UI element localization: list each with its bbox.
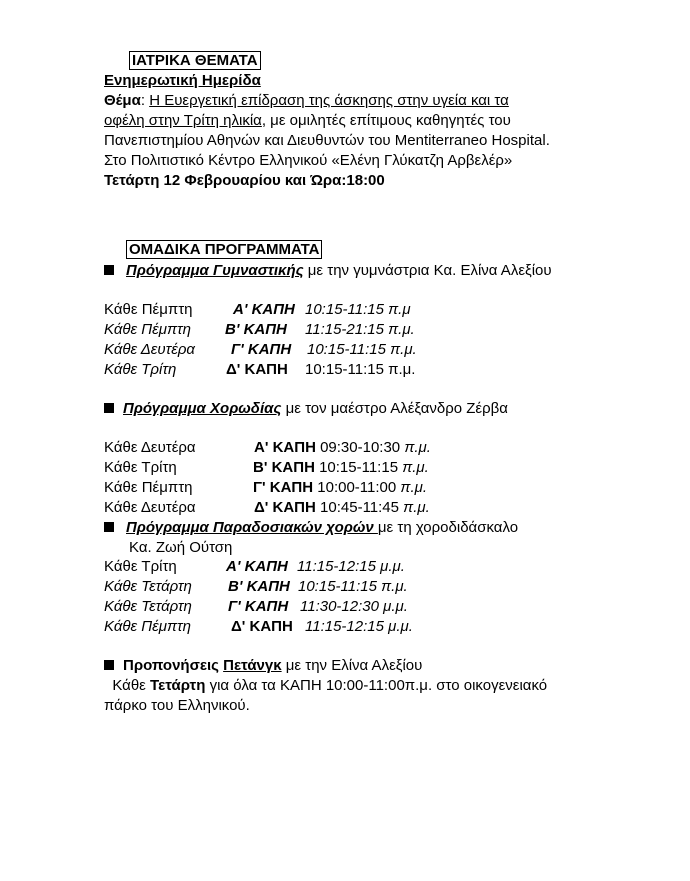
gym-row-2-time: 10:15-11:15 π.μ.	[307, 341, 417, 358]
petanque-schedule-prefix: Κάθε	[104, 677, 151, 694]
petanque-schedule-day: Τετάρτη	[150, 677, 206, 694]
topic-line-2-rest: , με ομιλητές επίτιμους καθηγητές του	[261, 112, 511, 129]
topic-colon: :	[140, 92, 146, 109]
choir-program-instructor: με τον μαέστρο Αλέξανδρο Ζέρβα	[281, 400, 508, 417]
choir-row-0-suffix: π.μ.	[404, 439, 431, 456]
gym-row-3-day: Κάθε Τρίτη	[104, 361, 177, 378]
dance-row-3-time: 11:15-12:15 μ.μ.	[305, 618, 413, 635]
dance-program-line	[104, 518, 518, 538]
dance-row-1-group: Β' ΚΑΠΗ	[228, 578, 290, 595]
gym-row-0-group: Α' ΚΑΠΗ	[233, 301, 295, 318]
choir-row-3-suffix: π.μ.	[403, 499, 430, 516]
topic-line-3: Πανεπιστημίου Αθηνών και Διευθυντών του Μentiterraneo Hospital.	[104, 132, 550, 149]
bullet-square-icon	[104, 403, 114, 413]
gym-program-line	[104, 261, 552, 281]
dance-row-3-day: Κάθε Πέμπτη	[104, 618, 191, 635]
petanque-instructor: με την Ελίνα Αλεξίου	[281, 657, 423, 674]
event-datetime: Τετάρτη 12 Φεβρουαρίου και Ώρα:18:00	[104, 172, 385, 189]
bullet-square-icon	[104, 660, 114, 670]
choir-row-1-suffix: π.μ.	[402, 459, 429, 476]
choir-row-2-time: 10:00-11:00	[317, 479, 397, 496]
choir-row-3-day: Κάθε Δευτέρα	[104, 499, 196, 516]
dance-row-2-day: Κάθε Τετάρτη	[104, 598, 192, 615]
topic-label: Θέμα	[104, 92, 141, 109]
choir-row-1-entry	[253, 458, 429, 478]
choir-row-3-entry	[254, 498, 430, 518]
dance-program-title: Πρόγραμμα Παραδοσιακών χορών	[126, 519, 378, 536]
choir-row-2-group: Γ' ΚΑΠΗ	[253, 479, 314, 496]
gym-row-2-group: Γ' ΚΑΠΗ	[231, 341, 292, 358]
gym-row-2-day: Κάθε Δευτέρα	[104, 341, 195, 358]
choir-row-0-day: Κάθε Δευτέρα	[104, 439, 196, 456]
choir-row-2-day: Κάθε Πέμπτη	[104, 479, 193, 496]
choir-row-2-entry	[253, 478, 427, 498]
dance-row-0-group: Α' ΚΑΠΗ	[226, 558, 288, 575]
choir-row-3-time: 10:45-11:45	[320, 499, 399, 516]
petanque-line	[104, 656, 422, 676]
dance-row-1-time: 10:15-11:15 π.μ.	[298, 578, 408, 595]
medical-heading: ΙΑΤΡΙΚΑ ΘΕΜΑΤΑ	[129, 51, 261, 70]
gym-row-3-time: 10:15-11:15 π.μ.	[305, 361, 416, 378]
choir-row-0-entry	[254, 438, 431, 458]
choir-row-0-group: Α' ΚΑΠΗ	[254, 439, 316, 456]
dance-row-1-day: Κάθε Τετάρτη	[104, 578, 192, 595]
gym-row-1-group: Β' ΚΑΠΗ	[225, 321, 287, 338]
petanque-schedule-line	[104, 676, 547, 696]
choir-row-1-day: Κάθε Τρίτη	[104, 459, 177, 476]
bullet-square-icon	[104, 522, 114, 532]
topic-line-1	[104, 91, 509, 111]
choir-program-title: Πρόγραμμα Χορωδίας	[123, 400, 282, 417]
dance-program-instructor: με τη χοροδιδάσκαλο	[377, 519, 519, 536]
event-title: Ενημερωτική Ημερίδα	[104, 72, 261, 89]
choir-row-1-time: 10:15-11:15	[319, 459, 399, 476]
gym-row-3-group: Δ' ΚΑΠΗ	[226, 361, 288, 378]
topic-text-1: Η Ευεργετική επίδραση της άσκησης στην υγεία και τα	[149, 92, 509, 109]
dance-row-2-group: Γ' ΚΑΠΗ	[228, 598, 289, 615]
petanque-title-2: Πετάνγκ	[223, 657, 282, 674]
dance-row-0-day: Κάθε Τρίτη	[104, 558, 177, 575]
dance-instructor-name: Κα. Ζωή Ούτση	[129, 539, 233, 556]
gym-program-instructor: με την γυμνάστρια Κα. Ελίνα Αλεξίου	[303, 262, 552, 279]
gym-program-title: Πρόγραμμα Γυμναστικής	[126, 262, 304, 279]
medical-heading-wrap	[129, 51, 261, 71]
choir-row-2-suffix: π.μ.	[400, 479, 428, 496]
dance-row-3-group: Δ' ΚΑΠΗ	[231, 618, 293, 635]
group-heading-wrap	[126, 240, 322, 260]
choir-row-0-time: 09:30-10:30	[320, 439, 401, 456]
venue-line: Στο Πολιτιστικό Κέντρο Ελληνικού «Ελένη Γλύκατζη Αρβελέρ»	[104, 152, 513, 169]
choir-row-1-group: Β' ΚΑΠΗ	[253, 459, 315, 476]
gym-row-1-time: 11:15-21:15 π.μ.	[305, 321, 415, 338]
choir-row-3-group: Δ' ΚΑΠΗ	[254, 499, 316, 516]
group-heading: ΟΜΑΔΙΚΑ ΠΡΟΓΡΑΜΜΑΤΑ	[126, 240, 322, 259]
topic-line-2	[104, 111, 511, 131]
gym-row-0-day: Κάθε Πέμπτη	[104, 301, 193, 318]
dance-row-0-time: 11:15-12:15 μ.μ.	[297, 558, 405, 575]
choir-program-line	[104, 399, 508, 419]
petanque-schedule-rest: για όλα τα ΚΑΠΗ 10:00-11:00π.μ. στο οικογενειακό	[205, 677, 548, 694]
gym-row-0-time: 10:15-11:15 π.μ	[305, 301, 411, 318]
gym-row-1-day: Κάθε Πέμπτη	[104, 321, 191, 338]
petanque-location-line: πάρκο του Ελληνικού.	[104, 697, 250, 714]
bullet-square-icon	[104, 265, 114, 275]
petanque-title-1: Προπονήσεις	[123, 657, 224, 674]
topic-text-2: οφέλη στην Τρίτη ηλικία	[104, 112, 262, 129]
dance-row-2-time: 11:30-12:30 μ.μ.	[300, 598, 408, 615]
